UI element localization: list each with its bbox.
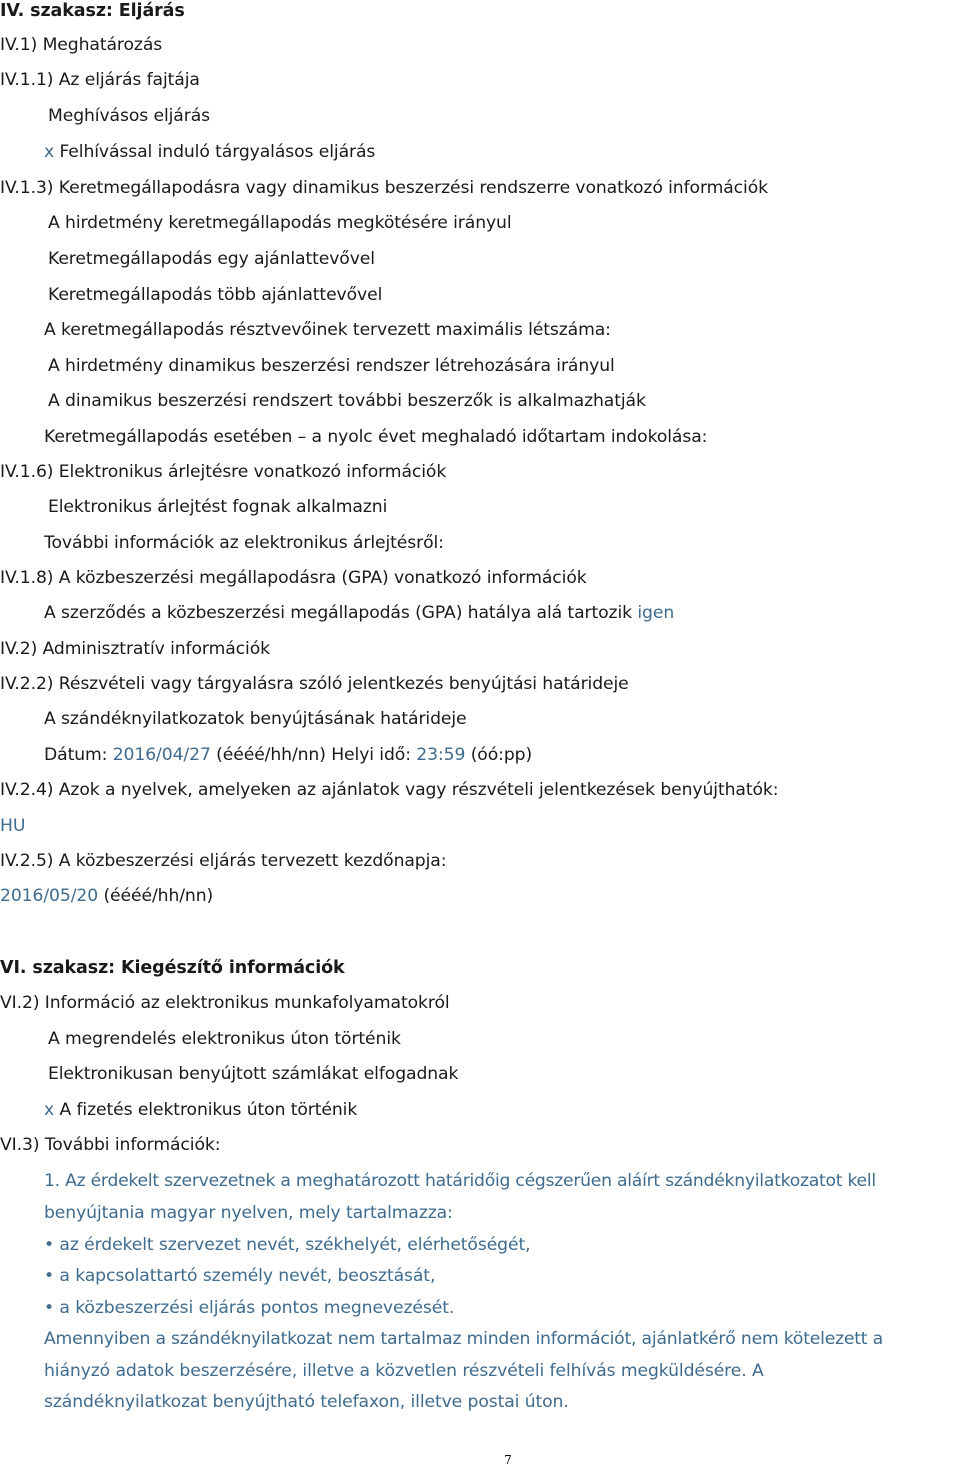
iv11-option-negotiated <box>44 141 375 163</box>
vi3-note-line: 1. Az érdekelt szervezetnek a meghatározott határidőig cégszerűen aláírt szándéknyilatkozatot kell <box>44 1171 876 1191</box>
iv16-heading: IV.1.6) Elektronikus árlejtésre vonatkozó információk <box>0 462 447 482</box>
iv25-format: (éééé/hh/nn) <box>103 886 214 906</box>
checked-mark: x <box>44 142 55 162</box>
iv13-line: Keretmegállapodás több ajánlattevővel <box>48 285 383 305</box>
iv13-line: A dinamikus beszerzési rendszert további beszerzők is alkalmazhatják <box>48 391 646 411</box>
iv13-heading: IV.1.3) Keretmegállapodásra vagy dinamikus beszerzési rendszerre vonatkozó információk <box>0 178 768 198</box>
vi2-heading: VI.2) Információ az elektronikus munkafolyamatokról <box>0 993 450 1013</box>
vi3-note-bullet: • a kapcsolattartó személy nevét, beosztását, <box>44 1266 436 1286</box>
iv11-option-restricted: Meghívásos eljárás <box>48 106 210 126</box>
iv13-line: A hirdetmény dinamikus beszerzési rendszer létrehozására irányul <box>48 356 615 376</box>
time-label: Helyi idő: <box>331 745 411 765</box>
section-vi-title: VI. szakasz: Kiegészítő információk <box>0 958 345 978</box>
iv18-statement: A szerződés a közbeszerzési megállapodás (GPA) hatálya alá tartozik <box>44 603 632 623</box>
iv16-line: További információk az elektronikus árlejtésről: <box>44 533 444 553</box>
date-format: (éééé/hh/nn) <box>216 745 326 765</box>
iv18-value: igen <box>637 603 675 623</box>
checked-mark: x <box>44 1100 55 1120</box>
date-label: Dátum: <box>44 745 108 765</box>
vi3-note-line: benyújtania magyar nyelven, mely tartalmazza: <box>44 1203 453 1223</box>
iv25-heading: IV.2.5) A közbeszerzési eljárás tervezett kezdőnapja: <box>0 851 447 871</box>
vi3-note-bullet: • az érdekelt szervezet nevét, székhelyét, elérhetőségét, <box>44 1235 531 1255</box>
iv13-line: A keretmegállapodás résztvevőinek tervezett maximális létszáma: <box>44 320 611 340</box>
time-format: (óó:pp) <box>470 745 533 765</box>
vi3-note-line: szándéknyilatkozat benyújtható telefaxon, illetve postai úton. <box>44 1392 569 1412</box>
vi2-option-order: A megrendelés elektronikus úton történik <box>48 1029 401 1049</box>
iv13-line: Keretmegállapodás esetében – a nyolc évet meghaladó időtartam indokolása: <box>44 427 708 447</box>
iv22-line: A szándéknyilatkozatok benyújtásának határideje <box>44 709 467 729</box>
iv11-option-negotiated-label: Felhívással induló tárgyalásos eljárás <box>59 142 376 162</box>
vi2-option-invoice: Elektronikusan benyújtott számlákat elfogadnak <box>48 1064 459 1084</box>
section-iv-title: IV. szakasz: Eljárás <box>0 1 185 21</box>
iv25-date <box>0 885 213 907</box>
iv24-value: HU <box>0 816 26 836</box>
iv1-heading: IV.1) Meghatározás <box>0 35 163 55</box>
iv13-line: A hirdetmény keretmegállapodás megkötésére irányul <box>48 213 512 233</box>
page-number: 7 <box>504 1453 512 1467</box>
vi2-option-payment <box>44 1099 357 1121</box>
vi3-heading: VI.3) További információk: <box>0 1135 221 1155</box>
vi3-note-bullet: • a közbeszerzési eljárás pontos megnevezését. <box>44 1298 455 1318</box>
iv11-heading: IV.1.1) Az eljárás fajtája <box>0 70 200 90</box>
time-value: 23:59 <box>416 745 466 765</box>
vi3-note-line: hiányzó adatok beszerzésére, illetve a közvetlen részvételi felhívás megküldésére. A <box>44 1361 764 1381</box>
iv25-value: 2016/05/20 <box>0 886 99 906</box>
iv22-deadline <box>44 744 532 766</box>
iv16-line: Elektronikus árlejtést fognak alkalmazni <box>48 497 388 517</box>
iv13-line: Keretmegállapodás egy ajánlattevővel <box>48 249 375 269</box>
iv24-heading: IV.2.4) Azok a nyelvek, amelyeken az ajánlatok vagy részvételi jelentkezések benyújthatók: <box>0 780 779 800</box>
iv22-heading: IV.2.2) Részvételi vagy tárgyalásra szóló jelentkezés benyújtási határideje <box>0 674 629 694</box>
vi2-option-payment-label: A fizetés elektronikus úton történik <box>59 1100 358 1120</box>
iv2-heading: IV.2) Adminisztratív információk <box>0 639 270 659</box>
iv18-line <box>44 602 674 624</box>
date-value: 2016/04/27 <box>112 745 211 765</box>
vi3-note-line: Amennyiben a szándéknyilatkozat nem tartalmaz minden információt, ajánlatkérő nem kötelezett a <box>44 1329 883 1349</box>
iv18-heading: IV.1.8) A közbeszerzési megállapodásra (GPA) vonatkozó információk <box>0 568 587 588</box>
